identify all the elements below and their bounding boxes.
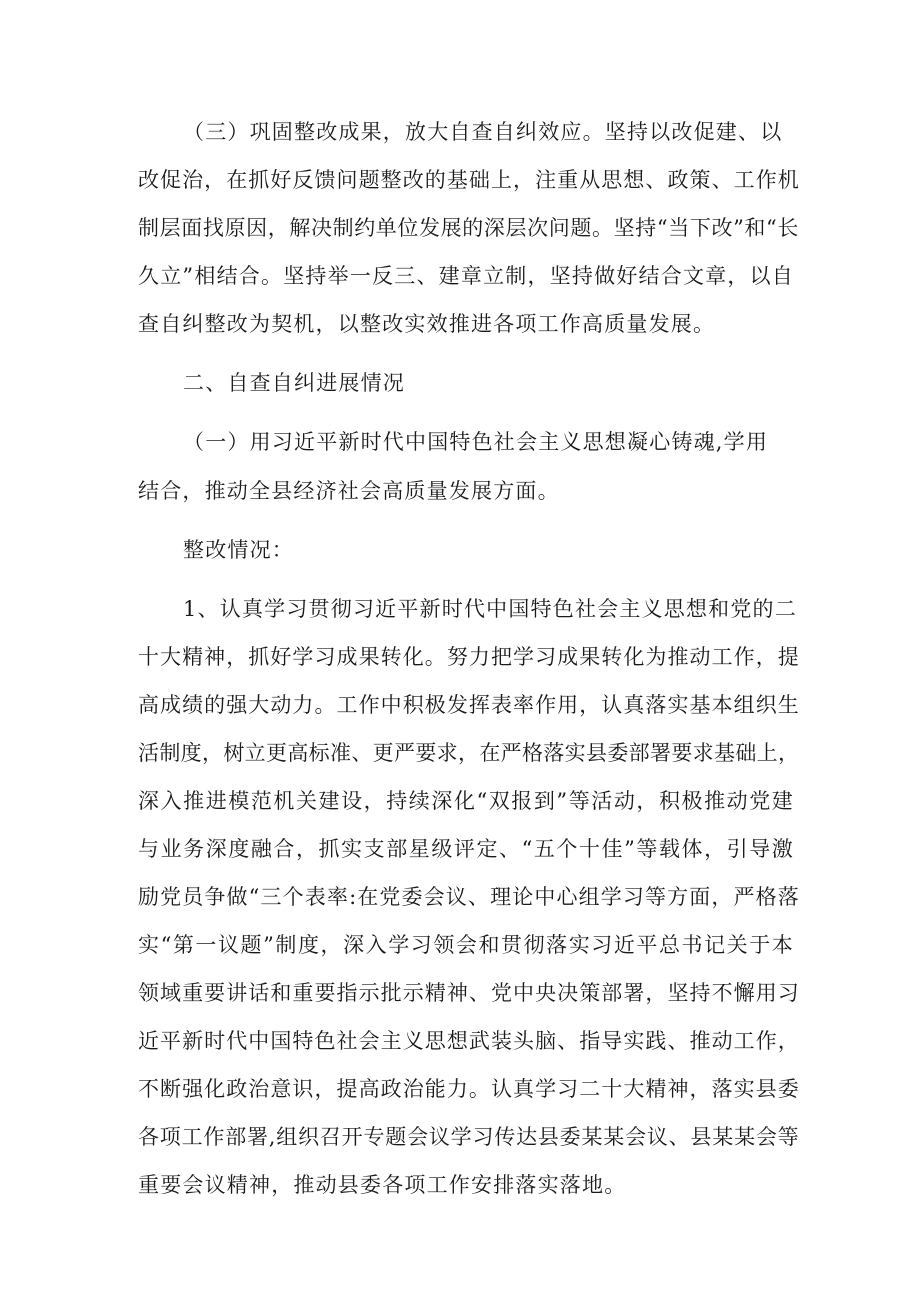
paragraph-line: 1、认真学习贯彻习近平新时代中国特色社会主义思想和党的二	[183, 597, 797, 621]
paragraph-line: 与业务深度融合，抓实支部星级评定、“五个十佳”等载体，引导激	[138, 837, 794, 861]
rectification-label: 整改情况：	[183, 538, 294, 562]
subsection-heading-line: 结合，推动全县经济社会高质量发展方面。	[138, 479, 560, 503]
paragraph-line: 不断强化政治意识，提高政治能力。认真学习二十大精神，落实县委	[138, 1077, 800, 1101]
paragraph-line: 励党员争做“三个表率:在党委会议、理论中心组学习等方面，严格落	[138, 885, 800, 909]
paragraph-line: 高成绩的强大动力。工作中积极发挥表率作用，认真落实基本组织生	[138, 693, 800, 717]
subsection-heading-line: （一）用习近平新时代中国特色社会主义思想凝心铸魂,学用	[183, 430, 769, 454]
section-heading: 二、自查自纠进展情况	[183, 371, 405, 395]
paragraph-line: （三）巩固整改成果，放大自查自纠效应。坚持以改促建、以	[183, 120, 783, 144]
paragraph-line: 查自纠整改为契机，以整改实效推进各项工作高质量发展。	[138, 312, 716, 336]
paragraph-line: 各项工作部署,组织召开专题会议学习传达县委某某会议、县某某会等	[138, 1125, 800, 1149]
paragraph-line: 改促治，在抓好反馈问题整改的基础上，注重从思想、政策、工作机	[138, 168, 800, 192]
paragraph-line: 制层面找原因，解决制约单位发展的深层次问题。坚持“当下改”和“长	[138, 216, 800, 240]
paragraph-line: 十大精神，抓好学习成果转化。努力把学习成果转化为推动工作，提	[138, 645, 800, 669]
paragraph-line: 实“第一议题”制度，深入学习领会和贯彻落实习近平总书记关于本	[138, 933, 794, 957]
paragraph-line: 活制度，树立更高标准、更严要求，在严格落实县委部署要求基础上，	[138, 741, 800, 765]
paragraph-line: 重要会议精神，推动县委各项工作安排落实落地。	[138, 1173, 627, 1197]
paragraph-line: 久立”相结合。坚持举一反三、建章立制，坚持做好结合文章，以自	[138, 264, 794, 288]
paragraph-line: 领域重要讲话和重要指示批示精神、党中央决策部署，坚持不懈用习	[138, 981, 800, 1005]
paragraph-line: 深入推进模范机关建设，持续深化“双报到”等活动，积极推动党建	[138, 789, 794, 813]
paragraph-line: 近平新时代中国特色社会主义思想武装头脑、指导实践、推动工作，	[138, 1029, 800, 1053]
